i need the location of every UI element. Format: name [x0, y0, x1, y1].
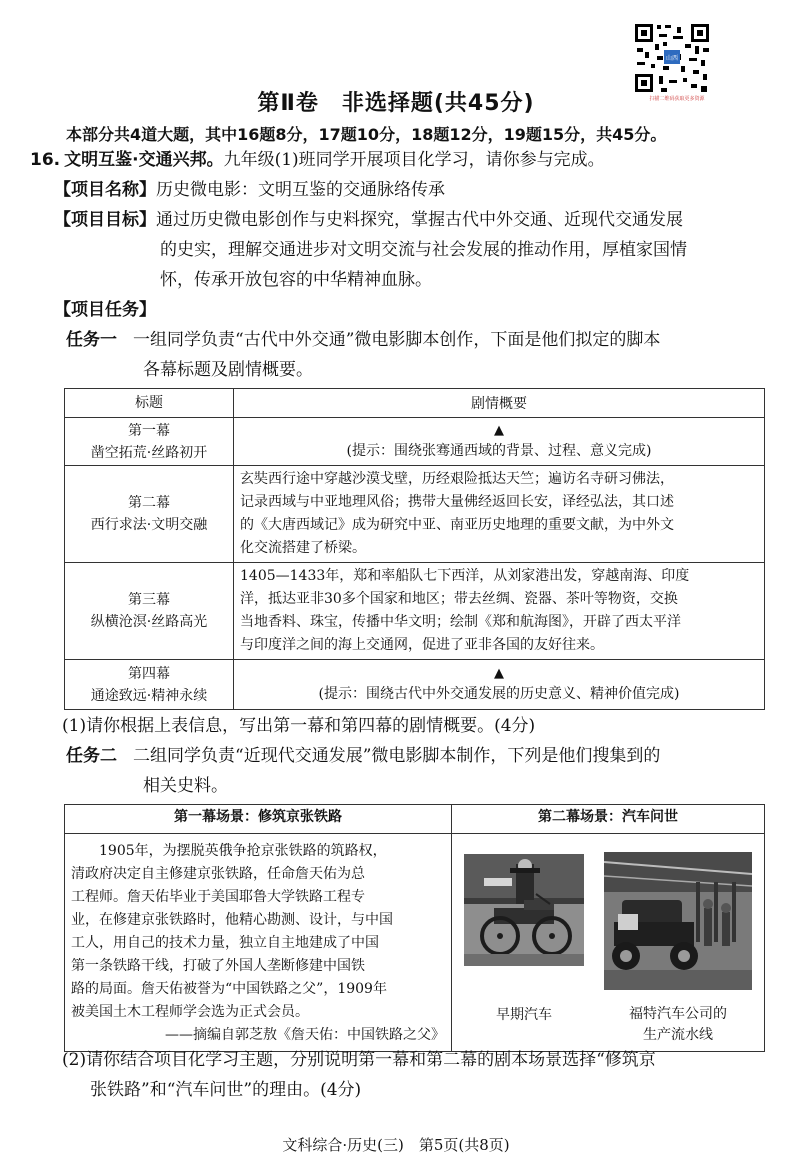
passage-line: 路的局面。詹天佑被誉为“中国铁路之父”，1909年	[71, 981, 387, 997]
question-heading: 文明互鉴·交通兴邦。	[64, 150, 224, 170]
table-row	[65, 660, 765, 710]
passage-line: 工人，用自己的技术力量，独立自主地建成了中国	[71, 935, 379, 951]
sources-table	[64, 804, 765, 1052]
table-header-row	[65, 805, 765, 834]
act-title-cell	[65, 466, 234, 563]
section-title: 第Ⅱ卷 非选择题(共45分)	[257, 91, 535, 116]
project-goal-line: 怀，传承开放包容的中华精神血脉。	[160, 270, 432, 290]
synopsis-line: 记录西域与中亚地理风俗；携带大量佛经返回长安，译经弘法，其口述	[240, 494, 674, 510]
passage-line: 第一条铁路干线，打破了外国人垄断修建中国铁	[71, 958, 365, 974]
project-name	[54, 176, 445, 205]
section-summary: 本部分共4道大题，其中16题8分，17题10分，18题12分，19题15分，共45分。	[66, 125, 667, 144]
act-title-cell	[65, 563, 234, 660]
project-goal-line: 通过历史微电影创作与史料探究，掌握古代中外交通、近现代交通发展	[156, 210, 683, 230]
task-1	[66, 326, 660, 355]
blank-triangle-icon: ▲	[494, 665, 504, 681]
passage-line: 被美国土木工程师学会选为正式会员。	[71, 1004, 309, 1020]
synopsis-line: 洋，抵达亚非30多个国家和地区；带去丝绸、瓷器、茶叶等物资，交换	[240, 591, 678, 607]
project-task-label: 【项目任务】	[54, 300, 156, 320]
project-name-label: 【项目名称】	[54, 180, 156, 200]
synopsis-line: 化交流搭建了桥梁。	[240, 540, 366, 556]
source-passage-cell	[65, 834, 452, 1052]
synopsis-hint: (提示：围绕古代中外交通发展的历史意义、精神价值完成)	[318, 685, 680, 702]
table-row	[65, 466, 765, 563]
task-1-label: 任务一	[66, 330, 117, 350]
question-number: 16.	[30, 150, 61, 170]
passage-line: 业，在修建京张铁路时，他精心勘测、设计，与中国	[71, 912, 393, 928]
passage-line: 1905年，为摆脱英俄争抢京张铁路的筑路权，	[71, 843, 387, 859]
act-name: 西行求法·文明交融	[90, 517, 208, 533]
task-2-line: 二组同学负责“近现代交通发展”微电影脚本制作，下列是他们搜集到的	[133, 746, 661, 766]
project-goal-label: 【项目目标】	[54, 210, 156, 230]
synopsis-line: 的《大唐西域记》成为研究中亚、南亚历史地理的重要文献，为中外文	[240, 517, 674, 533]
sub-question-2-line: 张铁路”和“汽车问世”的理由。(4分)	[90, 1080, 362, 1100]
task-2-line: 相关史料。	[143, 776, 228, 796]
table-header: 标题	[65, 389, 234, 418]
act-title-cell	[65, 660, 234, 710]
table-header-row	[65, 389, 765, 418]
act-number: 第三幕	[128, 592, 170, 608]
task-1-line: 一组同学负责“古代中外交通”微电影脚本创作，下面是他们拟定的脚本	[133, 330, 661, 350]
script-table	[64, 388, 765, 710]
sub-question-2-line: (2)请你结合项目化学习主题，分别说明第一幕和第二幕的剧本场景选择“修筑京	[62, 1050, 656, 1070]
act-number: 第一幕	[128, 422, 170, 439]
act-name: 纵横沧溟·丝路高光	[90, 614, 208, 630]
synopsis-cell	[234, 563, 765, 660]
qr-caption: 扫描二维码获取更多资源	[649, 96, 705, 102]
passage-line: 清政府决定自主修建京张铁路，任命詹天佑为总	[71, 866, 365, 882]
table-row	[65, 418, 765, 466]
synopsis-cell	[234, 466, 765, 563]
passage-source: ——摘编自郭芝敖《詹天佑：中国铁路之父》	[165, 1027, 445, 1043]
synopsis-line: 1405—1433年，郑和率船队七下西洋，从刘家港出发，穿越南海、印度	[240, 568, 690, 584]
act-name: 凿空拓荒·丝路初开	[90, 444, 208, 461]
act-number: 第二幕	[128, 495, 170, 511]
question-intro: 九年级(1)班同学开展项目化学习，请你参与完成。	[223, 150, 605, 170]
act-name: 通途致远·精神永续	[90, 687, 208, 704]
passage-line: 工程师。詹天佑毕业于美国耶鲁大学铁路工程专	[71, 889, 365, 905]
svg-text:山西: 山西	[665, 55, 679, 62]
table-header: 第二幕场景：汽车问世	[452, 805, 765, 834]
act-title-cell	[65, 418, 234, 466]
sub-question-1: (1)请你根据上表信息，写出第一幕和第四幕的剧情概要。(4分)	[62, 716, 536, 736]
project-name-text: 历史微电影：文明互鉴的交通脉络传承	[156, 180, 445, 200]
photo-caption: 早期汽车	[496, 1007, 552, 1023]
synopsis-line: 玄奘西行途中穿越沙漠戈壁，历经艰险抵达天竺；遍访名寺研习佛法，	[240, 471, 674, 487]
task-2	[66, 742, 660, 771]
synopsis-cell	[234, 660, 765, 710]
photo-caption-line: 生产流水线	[643, 1027, 713, 1043]
table-header: 第一幕场景：修筑京张铁路	[65, 805, 452, 834]
photos-cell	[452, 834, 765, 1052]
table-row	[65, 834, 765, 1052]
qr-code-image	[633, 22, 711, 94]
project-goal	[54, 206, 683, 235]
project-goal-line: 的史实，理解交通进步对文明交流与社会发展的推动作用，厚植家国情	[160, 240, 687, 260]
blank-triangle-icon: ▲	[494, 422, 504, 438]
page-footer: 文科综合·历史(三) 第5页(共8页)	[282, 1136, 510, 1154]
photo-caption-line: 福特汽车公司的	[629, 1006, 727, 1022]
synopsis-line: 与印度洋之间的海上交通网，促进了亚非各国的友好往来。	[240, 637, 604, 653]
synopsis-hint: (提示：围绕张骞通西域的背景、过程、意义完成)	[346, 442, 652, 459]
question-16-header	[30, 146, 605, 175]
act-number: 第四幕	[128, 665, 170, 682]
ford-assembly-line-photo	[604, 852, 752, 994]
task-2-label: 任务二	[66, 746, 117, 766]
photo-caption	[604, 1004, 752, 1046]
synopsis-cell	[234, 418, 765, 466]
table-header: 剧情概要	[234, 389, 765, 418]
synopsis-line: 当地香料、珠宝，传播中华文明；绘制《郑和航海图》，开辟了西太平洋	[240, 614, 681, 630]
table-row	[65, 563, 765, 660]
task-1-line: 各幕标题及剧情概要。	[143, 360, 313, 380]
early-car-photo	[464, 854, 584, 970]
